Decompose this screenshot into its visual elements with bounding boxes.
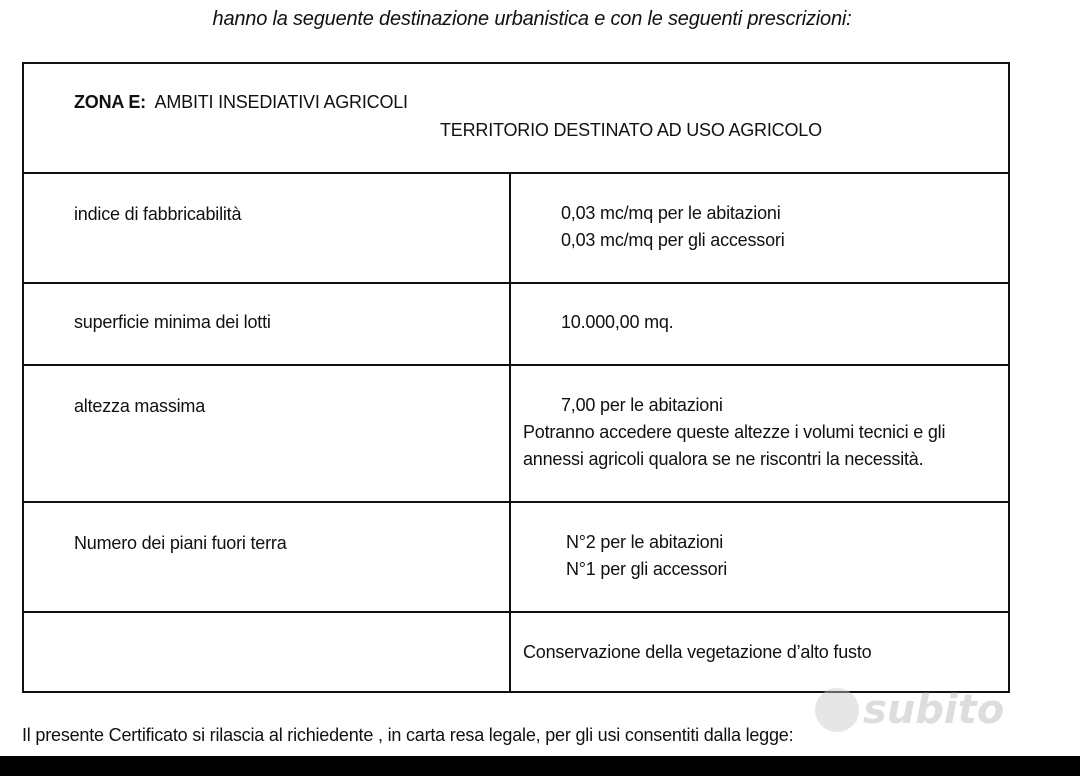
zone-header-row bbox=[24, 64, 1008, 172]
value-cell bbox=[511, 284, 1008, 364]
param-cell bbox=[24, 613, 511, 693]
table-row bbox=[24, 611, 1008, 693]
table-row bbox=[24, 172, 1008, 282]
footer-text: Il presente Certificato si rilascia al richiedente , in carta resa legale, per gli usi consentiti dalla legge: bbox=[22, 725, 794, 745]
bottom-black-bar bbox=[0, 756, 1080, 776]
value-line: 10.000,00 mq. bbox=[561, 312, 674, 332]
param-label: altezza massima bbox=[74, 396, 206, 416]
param-cell bbox=[24, 503, 511, 611]
table-row bbox=[24, 282, 1008, 364]
param-cell bbox=[24, 174, 511, 282]
subito-logo-icon bbox=[815, 688, 859, 732]
zoning-table bbox=[22, 62, 1010, 693]
table-row bbox=[24, 364, 1008, 501]
value-line: N°1 per gli accessori bbox=[566, 559, 728, 579]
param-cell bbox=[24, 366, 511, 501]
value-line: annessi agricoli qualora se ne riscontri la necessità. bbox=[523, 449, 924, 469]
zone-name: AMBITI INSEDIATIVI AGRICOLI bbox=[154, 92, 408, 112]
param-label: superficie minima dei lotti bbox=[74, 312, 271, 332]
value-cell bbox=[511, 503, 1008, 611]
value-line: N°2 per le abitazioni bbox=[566, 532, 724, 552]
value-line: 7,00 per le abitazioni bbox=[561, 395, 723, 415]
value-line: 0,03 mc/mq per le abitazioni bbox=[561, 203, 781, 223]
zone-label: ZONA E: bbox=[74, 92, 146, 112]
value-line: 0,03 mc/mq per gli accessori bbox=[561, 230, 785, 250]
value-cell bbox=[511, 366, 1008, 501]
watermark-logo bbox=[815, 683, 1030, 733]
value-cell bbox=[511, 613, 1008, 693]
param-label: Numero dei piani fuori terra bbox=[74, 533, 287, 553]
value-line: Conservazione della vegetazione d’alto fusto bbox=[523, 642, 872, 662]
param-cell bbox=[24, 284, 511, 364]
value-line: Potranno accedere queste altezze i volumi tecnici e gli bbox=[523, 422, 946, 442]
value-cell bbox=[511, 174, 1008, 282]
table-row bbox=[24, 501, 1008, 611]
zone-subtitle: TERRITORIO DESTINATO AD USO AGRICOLO bbox=[440, 120, 822, 140]
watermark-text: subito bbox=[863, 687, 1005, 733]
intro-text: hanno la seguente destinazione urbanistica e con le seguenti prescrizioni: bbox=[212, 8, 852, 30]
param-label: indice di fabbricabilità bbox=[74, 204, 242, 224]
